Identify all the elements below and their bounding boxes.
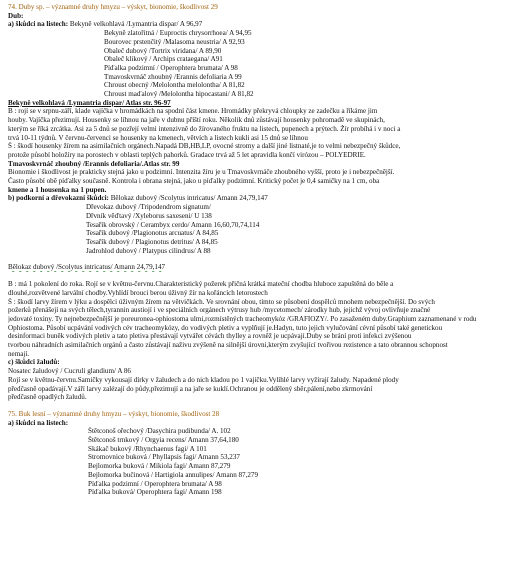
list-item: Bekyně zlatořitná / Euproctis chrysorrhoea/ A 94,95 [104,29,252,38]
text-line: protože působí holožíry na porostech v oblasti teplých pahorků. Gradace trvá až 5 let apravidla končí virózou – POLYEDRIE. [8,150,366,159]
text-line: Š : škodí housenky žírem na asimilačních orgánech.Napadá DB,HB,LP, ovocné stromy a další jiné listnaté,je to velmi nebezpečný škůdce, [8,142,401,151]
text-line: Rojí se v květnu-červnu.Samičky vykousají dírky v žaludech a do nich kladou po 1 vajíčku.Vylíhlé larvy vyžírají žaludy. Napadené plody [8,375,399,384]
list-item: Dřvník věďtavý /Xyleborus saxeseni/ U 138 [86,211,212,220]
list-item: Tmavoskvrnáč zhoubný /Erannis defoliaria A 99 [104,72,242,81]
text-line: desinformaci buněk vodivých pletiv a tato pletiva přestávají vytvářet cévách thylley a rovněž je ucpávají.Duby se brání proti infekci zvýšenou [8,332,412,341]
list-item: Chroust maďalový /Melolontha hipocastani/ A 81,82 [104,90,254,99]
text-line: kterým se říká zrcátka. Asi za 5 dnů se pozřejí velmi intenzivně do žírovaného fruktu na listech, pupenech a prýtech. Žír probíhá i v noci a [8,124,401,133]
list-item: Obaleč dubový /Tortrix viridana/ A 89,90 [104,46,222,55]
list-item: Dřevokaz dubový /Tripodendrom signatum/ [86,203,211,212]
dub-label: Dub: [8,11,24,20]
list-item: Bejlomorka bučinová / Hartigiola annulipes/ Amann 87,279 [88,470,259,479]
text-line: Š : škodí larvy žírem v lýku a dospělci úživným žírem na větvičkách. Ve srovnání obou, tímto se působení dospělců mnohem nebezpečnější. Do svých [8,297,435,306]
list-item: Tesařík obrovský / Cerambyx cerdo/ Amann 16,60,70,74,114 [86,220,260,229]
text-line: předčasně opadlých žaludů. [8,393,87,402]
list-item: Bourovec prstenčitý /Malasoma neustria/ A 92,93 [104,37,245,46]
s2-a-leaf-pests-label: a) škůdci na listech: [8,418,69,427]
list-item: Píďalka podzimní / Operophtera brumata/ A 98 [104,63,238,72]
text-line: houby. Vajíčka přezimují. Housenky se líhnou na jaře v dubnu příští roku. Několik dnů zůstávají housenky pohromadě ve skupinách, [8,116,385,125]
text-line: Bionomie i škodlivost je prakticky stejná jako u podzimní. Intenzita žíru je u Tmavoskvrnáče zhoubného vyšší, proto je i nebezpečnější. [8,168,395,177]
b-bark-pests-label: b) podkorní a dřevokazní škůdci: [8,194,109,203]
text-line: Ophiostoma. Působí ucpávání vodivých cév tracheomykózy, do vodivých pletiv a vyplňují je.Hadyn, tuto jejich vylučování cévní působí také genetickou [8,323,443,332]
list-item: Píďalka podzimní / Operophtera brumata/ A 98 [88,479,222,488]
bekyne-subheading: Bekyně velkohlavá /Lymantria dispar/ Atlas str. 96-97 [8,98,171,107]
text-line: Často působí obě píďalky současně. Kontrola i obrana stejná, jako u píďalky podzimní. Kritický počet je 0,4 samičky na 1 cm, oba [8,177,380,186]
c-acorn-pests-list [8,367,519,402]
b-bark-pests-list [8,203,519,255]
belokaz-paragraph [8,280,519,358]
list-item: Stromovnice buková / Phyllapsis fagi/ Amann 53,237 [88,453,240,462]
list-item: Jadrohlod dubový / Platypus cilindrus/ A 88 [86,246,211,255]
list-item: Píďalka buková/ Operophtera fagi/ Amann 198 [88,488,222,497]
section-74-heading: 74. Duby sp. – významné druhy hmyzu – výskyt, bionomie, škodlivost 29 [8,3,218,11]
text-line: nemají. [8,349,30,358]
a-leaf-pests-list [8,29,519,99]
belokaz-subheading: Bělokaz dubový /Scolytus intricatus/ Amann 24,79,147 [8,263,166,272]
text-line: dlouhé,rozvětvené larvální chodby.Vyhlídí brouci berou úživný žír na kořáncích letorostech [8,288,268,297]
text-line: kmene a 1 housenka na 1 pupen. [8,185,107,194]
bekyne-paragraph [8,107,519,194]
a-leaf-pests-label: a) škůdci na listech: [8,20,69,29]
text-line: tvorbou náhradních asimilačních orgánů a často zůstávají naživu zvýšeně na silnější úrovni,kterým zvyšující tvořivou rezistence a tato obrannou schopnost [8,341,448,350]
text-line: jedovaté toxiny. Ty nejnebezpečnější je poreuronea-ophiostoma ulmi,rozmístěných tracheomykóz /GRAFIOZY/. Po zasaženém duby.Graphium zaznamenané v rodu [8,314,477,323]
text-line: požerků přenášejí na svých tělech,tyrannin austiojí i ve speciálních orgánech výtrusy hub /mycetomech/ zárodky hub, jejichž vývoj ovlivňuje značné [8,306,431,315]
text-line: Nosatec žaludový / Cucruli glandium/ A 86 [8,367,131,376]
list-item: Štětconoš ořechový /Dasychira pudibunda/ A. 102 [88,427,231,436]
a-first-entry: Bekyně velkohlavá /Lymantria dispar/ A 96,97 [69,20,203,29]
b-first-entry: Bělokaz dubový /Scolytus intricatus/ Amann 24,79,147 [110,194,268,203]
s2-a-leaf-pests-list [8,427,519,497]
list-item: Obaleč klikový / Archips crataegana/ A91 [104,55,223,64]
c-acorn-pests-label: c) škůdci žaludů: [8,358,60,367]
list-item: Skákač bukový /Rhynchaenus fagi/ A 101 [88,444,207,453]
list-item: Bejlomorka buková / Mikiola fagi/ Amann 87,279 [88,462,231,471]
list-item: Tesařík dubový /Plagionotus arcuatus/ A 84,85 [86,229,219,238]
text-line: trvá 10-11 týdnů. V červnu-červenci se housenky na kmenech, větvích a listech kukli asi 15 dnů se líhnou [8,133,308,142]
list-item: Tesařík dubový / Plagionotus detritus/ A 84,85 [86,237,218,246]
list-item: Chroust obecný /Melolontha melolontha/ A 81,82 [104,81,245,90]
section-75-heading: 75. Buk lesní – významné druhy hmyzu – výskyt, bionomie, škodlivost 28 [8,409,220,418]
list-item: Štětconoš trnkový / Orgyia recens/ Amann 37,64,180 [88,436,239,445]
text-line: B : má 1 pokolení do roka. Rojí se v květnu-červnu.Charakteristický požerek přičná krátká mateční chodba hluboce zapuštěná do běle a [8,280,394,289]
text-line: B : rojí se v srpnu-září, klade vajíčka v hromádkách na spodní část kmene. Hromádky překryvá chloupky ze zadečku a říkáme jim [8,107,378,116]
text-line: předčasně opadávají.V září larvy zalézají do půdy,přezimují a na jaře se kuklí.Ochranou je oddělený sběr,pálení,nebo zkrmování [8,384,373,393]
text-line: Tmavoskvrnáč zhoubný /Erannis defoliaria/.Atlas str. 99 [8,159,180,168]
